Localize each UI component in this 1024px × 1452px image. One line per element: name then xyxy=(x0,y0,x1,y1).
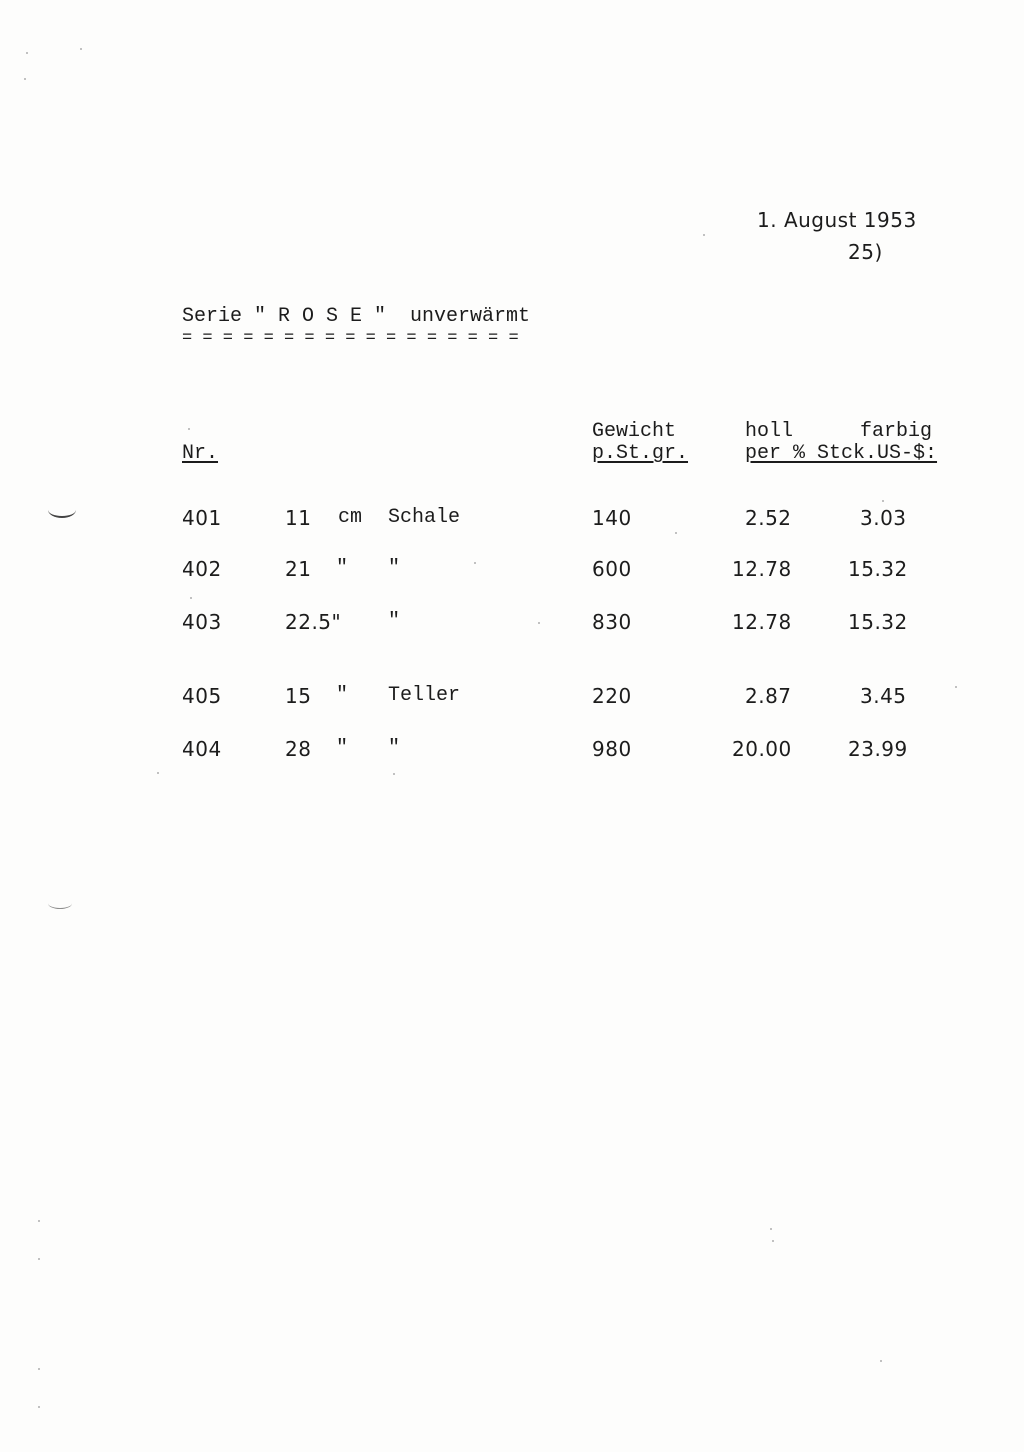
scan-speck xyxy=(38,1220,40,1222)
scan-speck xyxy=(703,234,705,236)
cell-farbig: 15.32 xyxy=(848,610,908,634)
cell-farbig: 3.45 xyxy=(860,684,907,708)
scan-speck xyxy=(675,532,677,534)
cell-holl: 2.52 xyxy=(745,506,792,530)
scan-speck xyxy=(38,1258,40,1260)
cell-farbig: 23.99 xyxy=(848,737,908,761)
scan-speck xyxy=(26,52,28,54)
cell-weight: 600 xyxy=(592,557,632,581)
cell-size: 15 xyxy=(285,684,312,708)
scan-speck xyxy=(38,1368,40,1370)
cell-unit: " xyxy=(336,557,349,580)
column-header-price-unit: per % Stck.US-$: xyxy=(745,442,938,465)
column-header-holl: holl xyxy=(745,420,794,443)
cell-holl: 12.78 xyxy=(732,557,792,581)
scan-speck xyxy=(38,1406,40,1408)
cell-weight: 830 xyxy=(592,610,632,634)
scan-speck xyxy=(772,1240,774,1242)
column-header-nr: Nr. xyxy=(182,442,219,465)
cell-weight: 980 xyxy=(592,737,632,761)
cell-nr: 404 xyxy=(182,737,222,761)
punch-hole-mark xyxy=(48,898,72,909)
scan-speck xyxy=(188,428,190,430)
cell-size: 21 xyxy=(285,557,312,581)
cell-holl: 12.78 xyxy=(732,610,792,634)
scan-speck xyxy=(474,562,476,564)
cell-size: 11 xyxy=(285,506,312,530)
cell-nr: 401 xyxy=(182,506,222,530)
cell-nr: 402 xyxy=(182,557,222,581)
column-header-gewicht: Gewicht xyxy=(592,420,677,443)
scan-speck xyxy=(393,773,395,775)
scan-speck xyxy=(190,597,192,599)
cell-item: Schale xyxy=(388,506,461,529)
cell-weight: 140 xyxy=(592,506,632,530)
document-date: 1. August 1953 xyxy=(757,208,917,232)
cell-holl: 20.00 xyxy=(732,737,792,761)
column-header-farbig: farbig xyxy=(860,420,933,443)
cell-unit: " xyxy=(336,684,349,707)
title-double-underline: = = = = = = = = = = = = = = = = = xyxy=(182,329,519,348)
cell-size: 22.5" xyxy=(285,610,342,634)
cell-unit: cm xyxy=(338,506,363,529)
scan-speck xyxy=(80,48,82,50)
cell-item: Teller xyxy=(388,684,461,707)
cell-weight: 220 xyxy=(592,684,632,708)
scan-speck xyxy=(955,686,957,688)
cell-unit: " xyxy=(336,737,349,760)
cell-holl: 2.87 xyxy=(745,684,792,708)
cell-item: " xyxy=(388,610,401,633)
scan-speck xyxy=(538,622,540,624)
series-title: Serie " R O S E " unverwärmt xyxy=(182,305,531,328)
column-header-gewicht-unit: p.St.gr. xyxy=(592,442,689,465)
cell-nr: 403 xyxy=(182,610,222,634)
scan-speck xyxy=(770,1228,772,1230)
punch-hole-mark xyxy=(48,502,76,518)
cell-farbig: 3.03 xyxy=(860,506,907,530)
cell-item: " xyxy=(388,557,401,580)
cell-nr: 405 xyxy=(182,684,222,708)
cell-item: " xyxy=(388,737,401,760)
scan-speck xyxy=(24,78,26,80)
scan-speck xyxy=(157,772,159,774)
scan-speck xyxy=(882,500,884,502)
scan-speck xyxy=(880,1360,882,1362)
cell-farbig: 15.32 xyxy=(848,557,908,581)
cell-size: 28 xyxy=(285,737,312,761)
page-reference: 25) xyxy=(848,240,883,264)
